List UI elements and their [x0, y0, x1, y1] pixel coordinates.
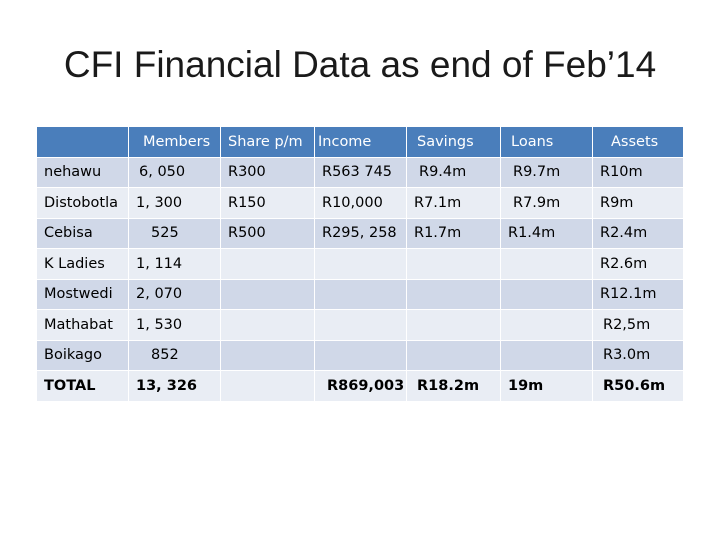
header-share: Share p/m [221, 127, 315, 158]
cell-assets: R3.0m [593, 340, 684, 371]
cell-savings [407, 279, 501, 310]
cell-assets: R50.6m [593, 371, 684, 402]
cell-savings [407, 340, 501, 371]
cell-loans: R7.9m [501, 188, 593, 219]
cell-name: Mathabat [37, 310, 129, 341]
cell-income: R563 745 [315, 157, 407, 188]
cell-loans [501, 310, 593, 341]
table-row [37, 310, 684, 341]
cell-members: 6, 050 [129, 157, 221, 188]
cell-loans [501, 340, 593, 371]
cell-savings: R18.2m [407, 371, 501, 402]
cell-share: R150 [221, 188, 315, 219]
cell-name: Mostwedi [37, 279, 129, 310]
header-savings: Savings [407, 127, 501, 158]
cell-assets: R12.1m [593, 279, 684, 310]
table-row [37, 249, 684, 280]
table-row [37, 188, 684, 219]
cell-income [315, 310, 407, 341]
cell-name: K Ladies [37, 249, 129, 280]
cell-members: 525 [129, 218, 221, 249]
cell-assets: R2.4m [593, 218, 684, 249]
cell-name: Cebisa [37, 218, 129, 249]
header-name [37, 127, 129, 158]
cell-loans [501, 279, 593, 310]
financial-data-table [36, 126, 684, 402]
header-members: Members [129, 127, 221, 158]
cell-members: 2, 070 [129, 279, 221, 310]
cell-share: R500 [221, 218, 315, 249]
header-assets: Assets [593, 127, 684, 158]
cell-income: R295, 258 [315, 218, 407, 249]
cell-savings [407, 310, 501, 341]
cell-members: 852 [129, 340, 221, 371]
cell-savings: R9.4m [407, 157, 501, 188]
cell-income: R10,000 [315, 188, 407, 219]
cell-name: TOTAL [37, 371, 129, 402]
cell-name: Distobotla [37, 188, 129, 219]
table-row [37, 157, 684, 188]
cell-loans: 19m [501, 371, 593, 402]
cell-income: R869,003 [315, 371, 407, 402]
table-row [37, 218, 684, 249]
cell-share [221, 371, 315, 402]
cell-income [315, 340, 407, 371]
cell-share [221, 279, 315, 310]
cell-assets: R2.6m [593, 249, 684, 280]
table-header-row [37, 127, 684, 158]
cell-loans: R9.7m [501, 157, 593, 188]
cell-members: 13, 326 [129, 371, 221, 402]
cell-name: Boikago [37, 340, 129, 371]
page-title: CFI Financial Data as end of Feb’14 [63, 44, 657, 85]
cell-members: 1, 114 [129, 249, 221, 280]
header-income: Income [315, 127, 407, 158]
cell-loans: R1.4m [501, 218, 593, 249]
cell-share [221, 249, 315, 280]
cell-assets: R9m [593, 188, 684, 219]
cell-members: 1, 300 [129, 188, 221, 219]
cell-assets: R10m [593, 157, 684, 188]
cell-savings: R7.1m [407, 188, 501, 219]
cell-savings: R1.7m [407, 218, 501, 249]
cell-members: 1, 530 [129, 310, 221, 341]
cell-share [221, 340, 315, 371]
table-row [37, 279, 684, 310]
total-row [37, 371, 684, 402]
cell-income [315, 279, 407, 310]
cell-savings [407, 249, 501, 280]
cell-share: R300 [221, 157, 315, 188]
table-row [37, 340, 684, 371]
cell-assets: R2,5m [593, 310, 684, 341]
cell-income [315, 249, 407, 280]
cell-name: nehawu [37, 157, 129, 188]
cell-share [221, 310, 315, 341]
header-loans: Loans [501, 127, 593, 158]
cell-loans [501, 249, 593, 280]
